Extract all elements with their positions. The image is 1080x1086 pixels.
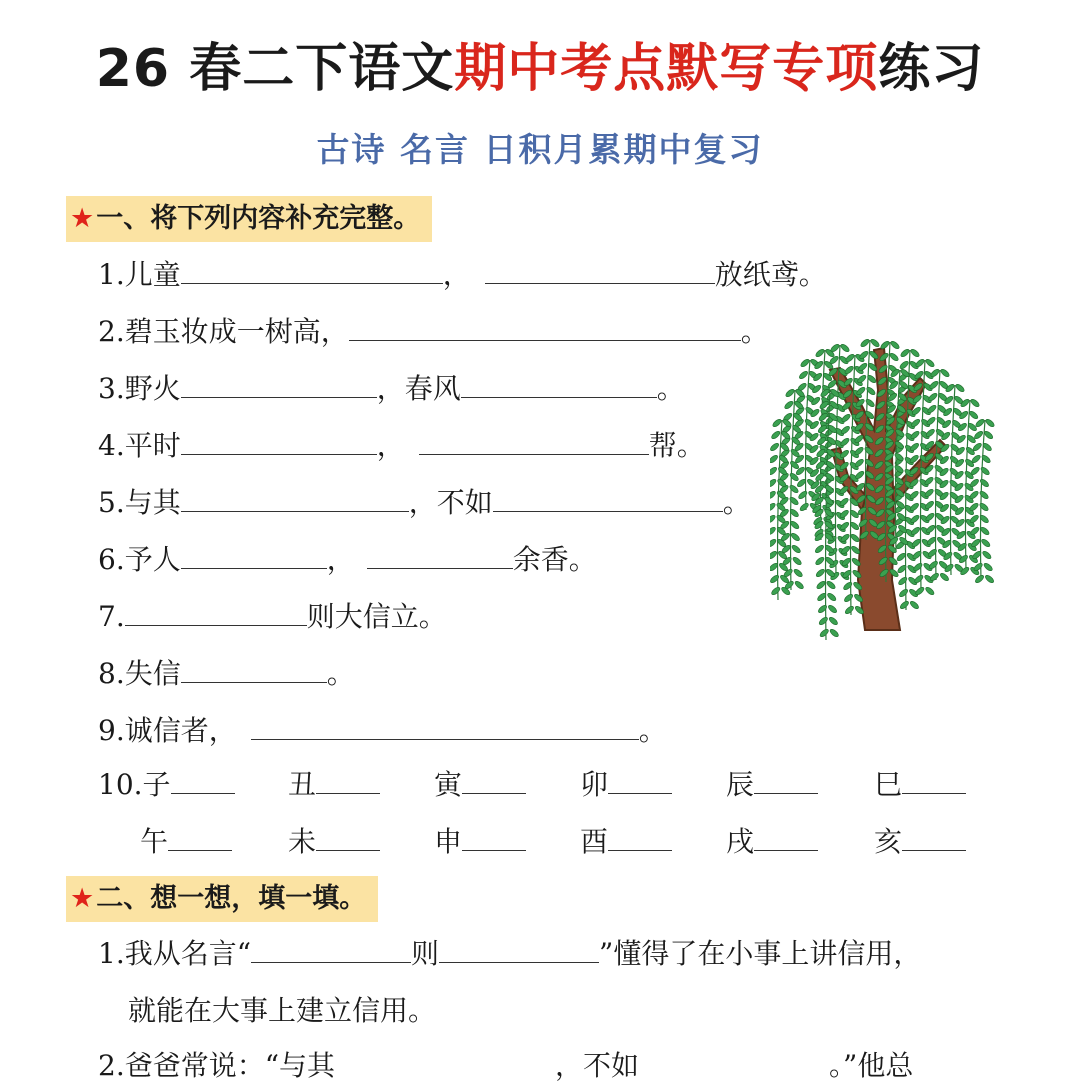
willow-leaf xyxy=(770,586,781,596)
willow-leaf xyxy=(939,572,950,582)
star-icon: ★ xyxy=(70,203,95,234)
question-text: 8.失信 xyxy=(98,657,181,690)
question-text: ， xyxy=(326,543,355,576)
willow-leaf xyxy=(980,538,991,548)
answer-blank[interactable] xyxy=(462,822,526,851)
willow-leaf xyxy=(845,353,856,363)
answer-blank[interactable] xyxy=(251,711,639,740)
willow-leaf xyxy=(897,576,908,586)
star-icon: ★ xyxy=(70,883,95,914)
page-subtitle: 古诗 名言 日积月累期中复习 xyxy=(316,130,764,169)
zodiac-label: 亥 xyxy=(874,825,903,858)
willow-leaf xyxy=(899,600,910,610)
zodiac-label: 未 xyxy=(288,825,317,858)
willow-leaf xyxy=(915,358,926,368)
willow-leaf xyxy=(970,538,981,548)
willow-leaf xyxy=(913,574,924,584)
willow-leaf xyxy=(817,604,828,614)
willow-leaf xyxy=(770,538,777,548)
willow-leaf xyxy=(974,574,985,584)
willow-leaf xyxy=(973,430,984,440)
willow-leaf xyxy=(770,502,776,512)
zodiac-item xyxy=(580,765,672,805)
willow-leaf xyxy=(825,568,836,578)
question-text: 。 xyxy=(326,657,355,690)
willow-leaf xyxy=(900,348,911,358)
willow-leaf xyxy=(968,410,979,420)
willow-leaf xyxy=(800,358,811,368)
zodiac-label: 申 xyxy=(434,825,463,858)
willow-leaf xyxy=(969,502,980,512)
willow-leaf xyxy=(914,586,925,596)
willow-leaf xyxy=(854,470,865,480)
willow-leaf xyxy=(844,365,855,375)
zodiac-label: 午 xyxy=(140,825,169,858)
willow-leaf xyxy=(844,605,855,615)
willow-leaf xyxy=(970,526,981,536)
willow-leaf xyxy=(969,490,980,500)
section-2-heading xyxy=(66,876,378,922)
question-text: ，不如 xyxy=(555,1049,640,1082)
zodiac-label: 寅 xyxy=(434,768,463,801)
question-text: 3.野火 xyxy=(98,372,181,405)
willow-leaf xyxy=(790,532,801,542)
answer-blank[interactable] xyxy=(754,765,818,794)
answer-blank[interactable] xyxy=(181,654,327,683)
willow-leaf xyxy=(784,400,795,410)
willow-leaf xyxy=(981,550,992,560)
question-text: 2.爸爸常说：“与其 xyxy=(98,1049,336,1082)
question-text: 则大信立。 xyxy=(306,600,447,633)
answer-blank[interactable] xyxy=(493,483,723,512)
willow-leaf xyxy=(924,586,935,596)
willow-leaf xyxy=(770,574,780,584)
question-3 xyxy=(98,369,685,409)
answer-blank[interactable] xyxy=(462,765,526,794)
willow-leaf xyxy=(983,562,994,572)
question-4 xyxy=(98,426,705,466)
section-2-question-1 xyxy=(98,934,921,974)
question-text: 。 xyxy=(722,486,751,519)
willow-leaf xyxy=(840,343,851,353)
question-8 xyxy=(98,654,355,694)
question-text: 7. xyxy=(98,600,125,633)
willow-leaf xyxy=(770,490,777,500)
answer-blank[interactable] xyxy=(902,822,966,851)
zodiac-item xyxy=(288,822,380,862)
question-text: 6.予人 xyxy=(98,543,181,576)
question-5 xyxy=(98,483,751,523)
willow-leaf xyxy=(770,526,777,536)
answer-blank[interactable] xyxy=(419,426,649,455)
question-text: 1.儿童 xyxy=(98,258,181,291)
section-1-heading xyxy=(66,196,432,242)
zodiac-label: 巳 xyxy=(874,768,903,801)
willow-leaf xyxy=(798,370,809,380)
willow-leaf xyxy=(979,490,990,500)
question-2 xyxy=(98,312,769,352)
willow-leaf xyxy=(785,388,796,398)
zodiac-item xyxy=(726,765,818,805)
question-text: 2.碧玉妆成一树高， xyxy=(98,315,349,348)
answer-blank[interactable] xyxy=(902,765,966,794)
willow-leaf xyxy=(818,616,829,626)
question-text: ，春风 xyxy=(376,372,461,405)
question-6 xyxy=(98,540,597,580)
page-title xyxy=(0,26,1080,101)
willow-leaf xyxy=(814,556,825,566)
section-1-title: 一、将下列内容补充完整。 xyxy=(96,203,421,234)
answer-blank[interactable] xyxy=(251,934,411,963)
willow-leaf xyxy=(969,478,980,488)
zodiac-label: 丑 xyxy=(288,768,317,801)
willow-leaf xyxy=(840,425,851,435)
question-text: ”懂得了在小事上讲信用， xyxy=(599,937,922,970)
willow-leaf xyxy=(815,568,826,578)
willow-leaf xyxy=(770,478,777,488)
question-7 xyxy=(98,597,447,637)
willow-leaf xyxy=(970,466,981,476)
willow-leaf xyxy=(890,340,901,350)
willow-leaf xyxy=(830,343,841,353)
willow-leaf xyxy=(975,418,986,428)
answer-blank[interactable] xyxy=(181,540,327,569)
answer-blank[interactable] xyxy=(316,822,380,851)
zodiac-label: 卯 xyxy=(580,768,609,801)
willow-leaf xyxy=(870,338,881,348)
answer-blank[interactable] xyxy=(439,934,599,963)
answer-blank[interactable] xyxy=(461,369,657,398)
answer-blank[interactable] xyxy=(181,483,409,512)
question-text: 5.与其 xyxy=(98,486,181,519)
zodiac-item xyxy=(140,822,232,862)
willow-leaf xyxy=(827,604,838,614)
willow-leaf xyxy=(854,446,865,456)
willow-leaf xyxy=(854,458,865,468)
question-text: 帮。 xyxy=(648,429,705,462)
answer-blank[interactable] xyxy=(171,765,235,794)
question-text: ， xyxy=(376,429,405,462)
willow-strand xyxy=(936,370,941,580)
zodiac-item xyxy=(98,765,235,805)
willow-leaf xyxy=(955,383,966,393)
section-2-question-1-cont: 就能在大事上建立信用。 xyxy=(128,994,437,1027)
willow-leaf xyxy=(826,580,837,590)
willow-leaf xyxy=(909,600,920,610)
answer-blank[interactable] xyxy=(316,765,380,794)
question-text: 1.我从名言“ xyxy=(98,937,252,970)
willow-leaf xyxy=(770,466,778,476)
zodiac-item xyxy=(874,822,966,862)
answer-blank[interactable] xyxy=(608,822,672,851)
willow-leaf xyxy=(797,490,808,500)
title-part-3: 练习 xyxy=(878,39,985,99)
willow-leaf xyxy=(971,454,982,464)
willow-leaf xyxy=(828,616,839,626)
willow-leaf xyxy=(792,556,803,566)
zodiac-item xyxy=(580,822,672,862)
zodiac-item xyxy=(288,765,380,805)
willow-leaf xyxy=(770,514,776,524)
willow-leaf xyxy=(770,442,780,452)
answer-blank[interactable] xyxy=(181,369,377,398)
answer-blank[interactable] xyxy=(485,255,715,284)
willow-leaf xyxy=(799,502,810,512)
willow-leaf xyxy=(816,580,827,590)
section-2-title: 二、想一想，填一填。 xyxy=(96,883,367,914)
question-text: 4.平时 xyxy=(98,429,181,462)
willow-leaf xyxy=(930,368,941,378)
zodiac-label: 酉 xyxy=(580,825,609,858)
willow-tree-illustration xyxy=(770,330,1000,640)
question-text: ，不如 xyxy=(408,486,493,519)
willow-leaf xyxy=(983,430,994,440)
willow-leaf xyxy=(840,437,851,447)
zodiac-item xyxy=(434,765,526,805)
willow-leaf xyxy=(793,568,804,578)
willow-leaf xyxy=(972,442,983,452)
question-1 xyxy=(98,255,827,295)
willow-leaf xyxy=(841,413,852,423)
answer-blank[interactable] xyxy=(181,426,377,455)
willow-leaf xyxy=(826,592,837,602)
answer-blank[interactable] xyxy=(367,540,513,569)
zodiac-label: 辰 xyxy=(726,768,755,801)
willow-leaf xyxy=(843,593,854,603)
willow-leaf xyxy=(970,398,981,408)
willow-leaf xyxy=(889,352,900,362)
willow-leaf xyxy=(842,581,853,591)
willow-leaf xyxy=(929,380,940,390)
willow-leaf xyxy=(925,358,936,368)
zodiac-label: 戌 xyxy=(726,825,755,858)
willow-leaf xyxy=(969,514,980,524)
willow-leaf xyxy=(770,454,779,464)
willow-leaf xyxy=(929,572,940,582)
question-text: 9.诚信者， xyxy=(98,714,237,747)
question-text: 放纸鸢。 xyxy=(714,258,827,291)
title-part-2: 期中考点默写专项 xyxy=(454,39,879,99)
willow-leaf xyxy=(898,588,909,598)
answer-blank[interactable] xyxy=(168,822,232,851)
willow-leaf xyxy=(910,348,921,358)
willow-leaf xyxy=(770,430,781,440)
answer-blank[interactable] xyxy=(125,597,307,626)
answer-blank[interactable] xyxy=(349,312,741,341)
section-2-question-2 xyxy=(98,1046,913,1086)
zodiac-label: 10.子 xyxy=(98,768,171,801)
willow-leaf xyxy=(928,392,939,402)
willow-leaf xyxy=(985,418,996,428)
willow-leaf xyxy=(984,574,995,584)
willow-leaf xyxy=(770,550,778,560)
willow-leaf xyxy=(913,562,924,572)
willow-leaf xyxy=(794,580,805,590)
willow-leaf xyxy=(829,628,840,638)
question-text: 。 xyxy=(740,315,769,348)
willow-leaf xyxy=(940,368,951,378)
willow-leaf xyxy=(815,348,826,358)
willow-leaf xyxy=(819,628,830,638)
answer-blank[interactable] xyxy=(181,255,443,284)
willow-leaf xyxy=(791,544,802,554)
willow-leaf xyxy=(814,544,825,554)
willow-leaf xyxy=(979,478,990,488)
willow-leaf xyxy=(772,418,783,428)
willow-leaf xyxy=(850,533,861,543)
zodiac-item xyxy=(874,765,966,805)
title-part-1: 26 春二下语文 xyxy=(95,39,455,99)
question-text: 余香。 xyxy=(512,543,597,576)
question-text: 。”他总 xyxy=(829,1049,914,1082)
answer-blank[interactable] xyxy=(754,822,818,851)
question-text: 。 xyxy=(656,372,685,405)
question-text: 则 xyxy=(411,937,440,970)
answer-blank[interactable] xyxy=(608,765,672,794)
question-text: 。 xyxy=(638,714,667,747)
willow-leaf xyxy=(860,338,871,348)
zodiac-item xyxy=(434,822,526,862)
willow-leaf xyxy=(899,360,910,370)
willow-leaf xyxy=(927,404,938,414)
question-9 xyxy=(98,711,667,751)
zodiac-item xyxy=(726,822,818,862)
question-text: ， xyxy=(442,258,471,291)
